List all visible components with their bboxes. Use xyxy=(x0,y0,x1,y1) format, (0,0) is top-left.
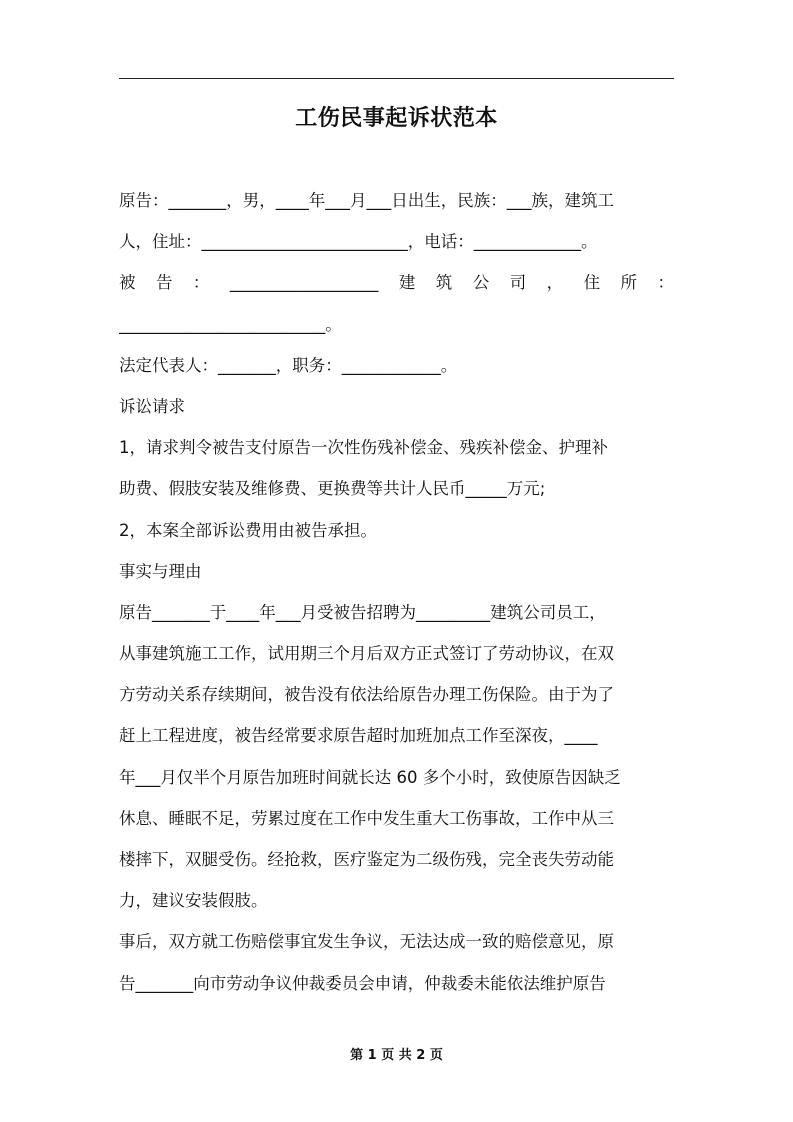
defendant-char: 住 xyxy=(583,273,601,293)
claim-2: 2，本案全部诉讼费用由被告承担。 xyxy=(119,520,377,540)
aftermath-line: 告_______向市劳动争议仲裁委员会申请，仲裁委未能依法维护原告 xyxy=(119,973,606,993)
facts-line: 年___月仅半个月原告加班时间就长达 60 多个小时，致使原告因缺乏 xyxy=(119,767,621,787)
defendant-char: 告 xyxy=(155,273,173,293)
defendant-line xyxy=(119,267,674,308)
facts-line: 赶上工程进度，被告经常要求原告超时加班加点工作至深夜，____ xyxy=(119,726,598,746)
defendant-char: 司 xyxy=(509,273,527,293)
aftermath-line: 事后，双方就工伤赔偿事宜发生争议，无法达成一致的赔偿意见，原 xyxy=(119,932,614,952)
facts-line: 从事建筑施工工作，试用期三个月后双方正式签订了劳动协议，在双 xyxy=(119,644,614,664)
defendant-char: 被 xyxy=(119,273,136,293)
facts-line: 力，建议安装假肢。 xyxy=(119,891,268,911)
facts-line: 休息、睡眠不足，劳累过度在工作中发生重大工伤事故，工作中从三 xyxy=(119,808,614,828)
plaintiff-line-2: 人，住址：_________________________，电话：_____________。 xyxy=(119,232,598,252)
facts-line: 楼摔下，双腿受伤。经抢救，医疗鉴定为二级伤残，完全丧失劳动能 xyxy=(119,850,614,869)
defendant-name-blank: __________________ xyxy=(229,273,379,293)
defendant-address-line: _________________________。 xyxy=(119,314,342,334)
facts-line: 原告_______于____年___月受被告招聘为_________建筑公司员工， xyxy=(119,602,606,622)
document-title: 工伤民事起诉状范本 xyxy=(295,106,498,131)
defendant-char: 建 xyxy=(398,273,416,293)
document-body xyxy=(119,185,674,1009)
facts-heading: 事实与理由 xyxy=(119,561,202,581)
defendant-char: 公 xyxy=(472,273,490,293)
defendant-char: ： xyxy=(192,273,210,293)
claim-1-line-1: 1，请求判令被告支付原告一次性伤残补偿金、残疾补偿金、护理补 xyxy=(119,438,608,458)
plaintiff-line-1: 原告：_______，男，____年___月___日出生，民族：___族，建筑工 xyxy=(119,191,614,210)
claims-heading: 诉讼请求 xyxy=(119,396,185,416)
facts-line: 方劳动关系存续期间，被告没有依法给原告办理工伤保险。由于为了 xyxy=(119,685,614,705)
defendant-char: 所 xyxy=(620,273,638,293)
claim-1-line-2: 助费、假肢安装及维修费、更换费等共计人民币_____万元; xyxy=(119,479,546,499)
header-rule xyxy=(119,78,674,79)
page-indicator: 第 1 页 共 2 页 xyxy=(350,1048,443,1063)
defendant-char: ， xyxy=(546,273,564,293)
defendant-char: 筑 xyxy=(435,273,453,293)
legal-representative-line: 法定代表人：_______，职务：____________。 xyxy=(119,355,458,375)
defendant-char: ： xyxy=(657,273,674,293)
